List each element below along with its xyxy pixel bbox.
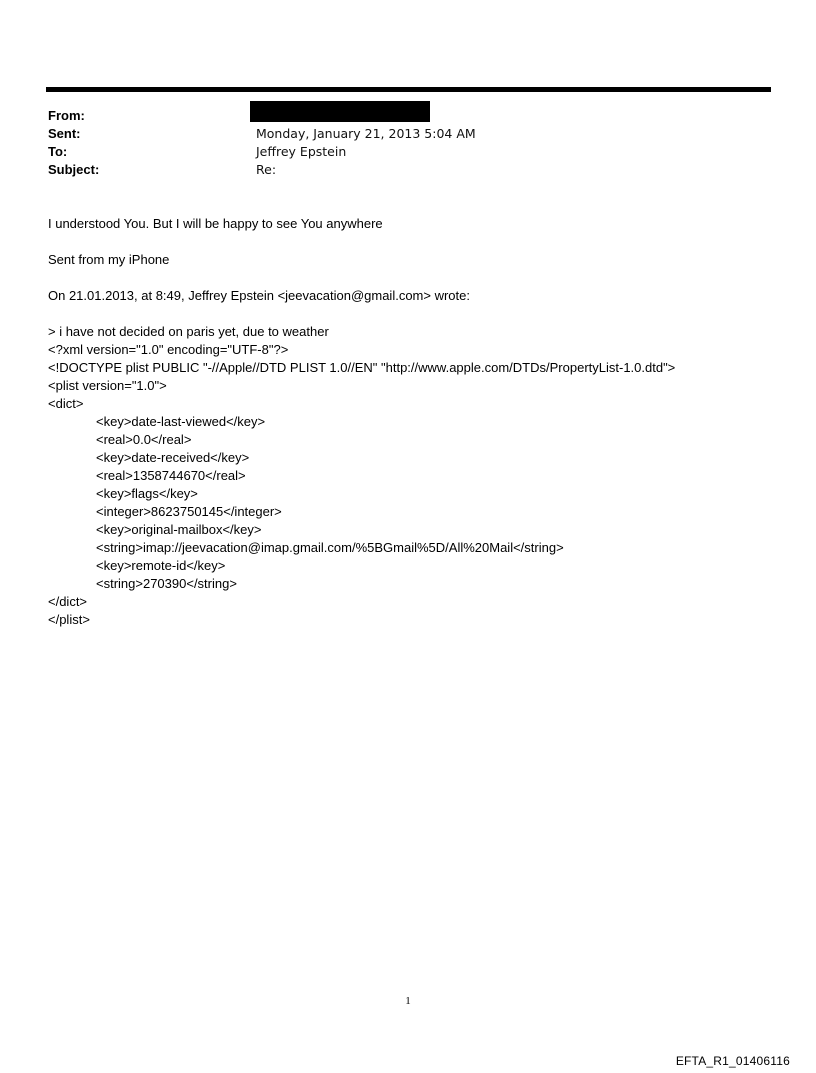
dict-close: </dict>	[48, 594, 88, 609]
dict-line: <integer>8623750145</integer>	[96, 504, 282, 519]
plist-close: </plist>	[48, 612, 90, 627]
subject-value: Re:	[256, 162, 277, 177]
bates-number: EFTA_R1_01406116	[675, 1054, 790, 1068]
plist-open: <plist version="1.0">	[48, 378, 167, 393]
dict-line: <real>1358744670</real>	[96, 468, 246, 483]
to-row	[48, 143, 748, 161]
from-label: From:	[48, 108, 85, 123]
subject-row	[48, 161, 748, 179]
doctype-line: <!DOCTYPE plist PUBLIC "-//Apple//DTD PLIST 1.0//EN" "http://www.apple.com/DTDs/PropertyList-1.0.dtd">	[48, 360, 676, 375]
page-number: 1	[405, 995, 411, 1007]
from-row	[48, 107, 748, 125]
quote-attribution: On 21.01.2013, at 8:49, Jeffrey Epstein <jeevacation@gmail.com> wrote:	[48, 288, 470, 303]
xml-declaration: <?xml version="1.0" encoding="UTF-8"?>	[48, 342, 289, 357]
sent-row	[48, 125, 748, 143]
dict-line: <key>remote-id</key>	[96, 558, 226, 573]
dict-line: <key>date-received</key>	[96, 450, 250, 465]
dict-line: <key>date-last-viewed</key>	[96, 414, 266, 429]
dict-line: <real>0.0</real>	[96, 432, 192, 447]
signature-line: Sent from my iPhone	[48, 252, 170, 267]
to-label: To:	[48, 144, 68, 159]
dict-line: <string>imap://jeevacation@imap.gmail.com/%5BGmail%5D/All%20Mail</string>	[96, 540, 564, 555]
quoted-text: > i have not decided on paris yet, due to weather	[48, 324, 329, 339]
sent-label: Sent:	[48, 126, 81, 141]
dict-line: <key>original-mailbox</key>	[96, 522, 262, 537]
dict-line: <key>flags</key>	[96, 486, 198, 501]
message-line: I understood You. But I will be happy to see You anywhere	[48, 216, 383, 231]
dict-open: <dict>	[48, 396, 84, 411]
dict-line: <string>270390</string>	[96, 576, 237, 591]
to-value: Jeffrey Epstein	[256, 144, 347, 159]
sent-value: Monday, January 21, 2013 5:04 AM	[256, 126, 476, 141]
header-divider	[46, 87, 771, 92]
subject-label: Subject:	[48, 162, 100, 177]
